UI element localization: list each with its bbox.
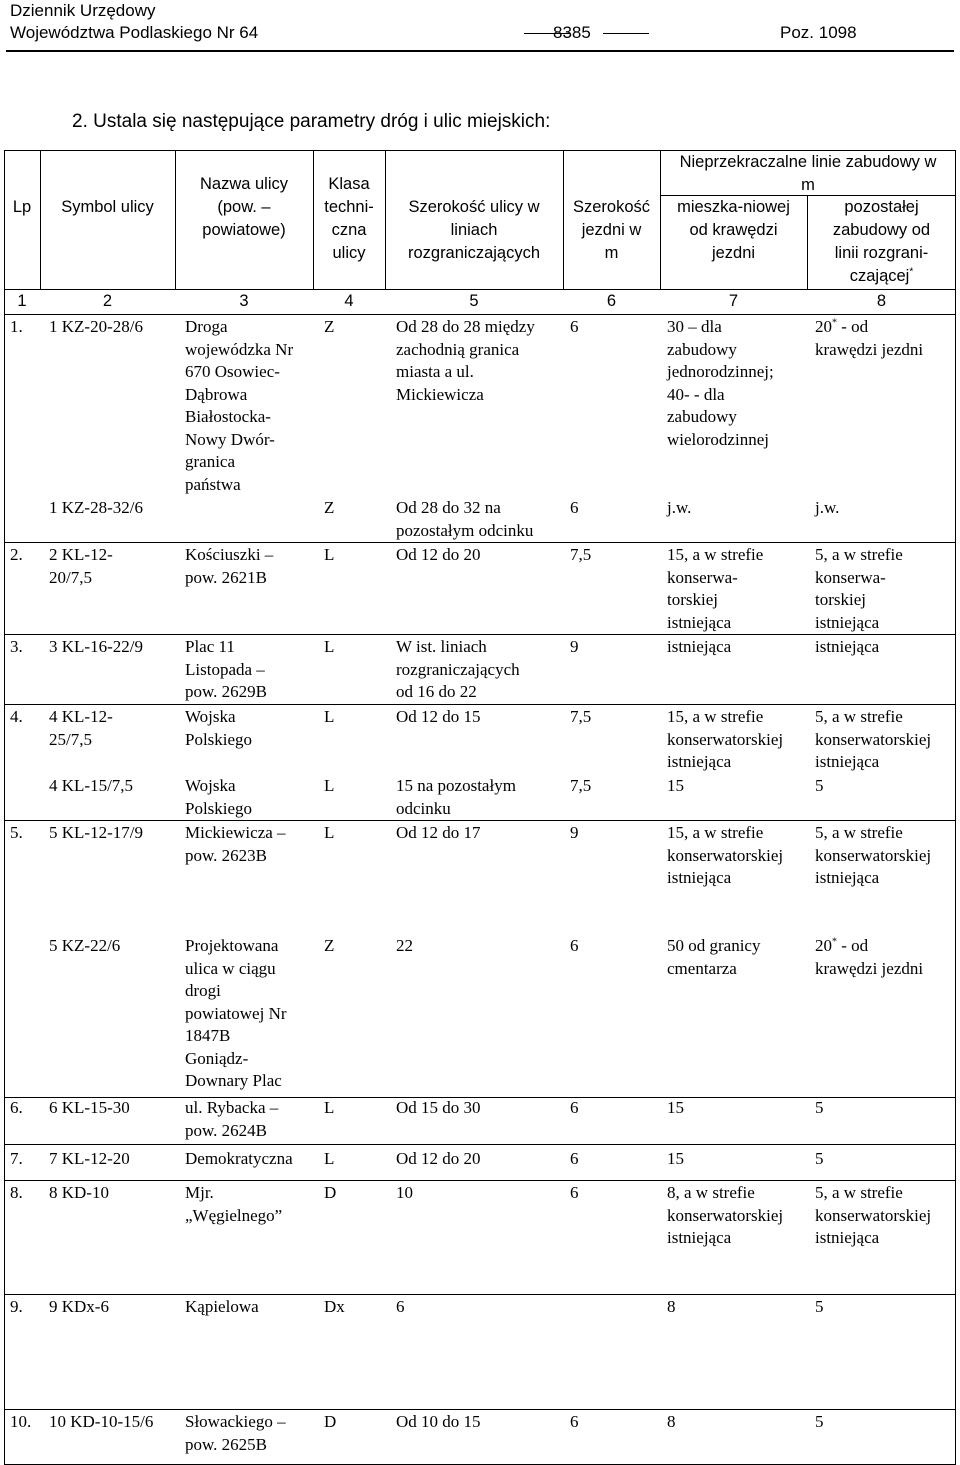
column-header-class: Klasa techni- czna ulicy <box>324 175 374 262</box>
cell-width: Od 15 do 30 <box>396 1098 481 1117</box>
voivodeship-issue: Województwa Podlaskiego Nr 64 <box>10 23 259 42</box>
cell-name: Projektowana ulica w ciągu drogi powiatowej Nr 1847B Goniądz- Downary Plac <box>185 936 287 1090</box>
cell-residential: 15 <box>667 1098 684 1117</box>
cell-road: 6 <box>570 1149 579 1168</box>
column-header-width-lines: Szerokość ulicy w liniach rozgraniczających <box>407 198 541 262</box>
cell-residential: 8 <box>667 1412 676 1431</box>
cell-class: Z <box>324 317 335 336</box>
cell-name: Mjr. „Węgielnego” <box>185 1183 283 1225</box>
cell-road: 9 <box>570 637 579 656</box>
footnote-mark: * <box>909 266 914 278</box>
page-number-dash-right <box>603 33 649 34</box>
column-number: 6 <box>606 292 617 310</box>
cell-width: Od 12 do 20 <box>396 1149 481 1168</box>
cell-width: Od 12 do 20 <box>396 545 481 564</box>
cell-other: 5 <box>815 776 824 795</box>
column-number: 1 <box>17 292 27 310</box>
cell-class: L <box>324 1149 335 1168</box>
cell-name: Mickiewicza – pow. 2623B <box>185 823 286 865</box>
cell-symbol: 2 KL-12- 20/7,5 <box>49 545 113 587</box>
cell-road: 6 <box>570 936 579 955</box>
cell-residential: 15, a w strefie konserwatorskiej istniejąca <box>667 823 784 887</box>
cell-width: 6 <box>396 1297 405 1316</box>
cell-width: 22 <box>396 936 413 955</box>
cell-residential: 15 <box>667 776 684 795</box>
footnote-mark: * <box>832 317 837 329</box>
column-header-symbol: Symbol ulicy <box>61 198 154 216</box>
cell-symbol: 9 KDx-6 <box>49 1297 109 1316</box>
cell-symbol: 4 KL-12- 25/7,5 <box>49 707 113 749</box>
cell-road: 6 <box>570 1412 579 1431</box>
cell-class: Z <box>324 498 335 517</box>
column-header-residential: mieszka-niowej od krawędzi jezdni <box>677 198 790 262</box>
cell-residential: istniejąca <box>667 637 732 656</box>
cell-other: 20* - od krawędzi jezdni <box>815 936 924 978</box>
cell-name: Wojska Polskiego <box>185 707 253 749</box>
journal-title: Dziennik Urzędowy <box>10 1 156 20</box>
cell-residential: 8, a w strefie konserwatorskiej istniejąca <box>667 1183 784 1247</box>
column-header-lp: Lp <box>12 198 32 216</box>
cell-width: Od 12 do 17 <box>396 823 481 842</box>
page-number: 8385 <box>553 23 591 42</box>
cell-lp: 8. <box>10 1183 23 1202</box>
cell-other: istniejąca <box>815 637 880 656</box>
cell-class: L <box>324 545 335 564</box>
column-number: 7 <box>728 292 739 310</box>
cell-residential: 30 – dla zabudowy jednorodzinnej; 40- - dla zabudowy wielorodzinnej <box>667 317 774 449</box>
cell-class: L <box>324 1098 335 1117</box>
cell-lp: 9. <box>10 1297 23 1316</box>
position-number: Poz. 1098 <box>780 23 857 42</box>
cell-width: 10 <box>396 1183 413 1202</box>
cell-class: Dx <box>324 1297 345 1316</box>
cell-name: Słowackiego – pow. 2625B <box>185 1412 286 1454</box>
cell-lp: 10. <box>10 1412 32 1431</box>
cell-residential: 8 <box>667 1297 676 1316</box>
cell-residential: j.w. <box>667 498 692 517</box>
cell-road: 6 <box>570 1098 579 1117</box>
cell-symbol: 8 KD-10 <box>49 1183 109 1202</box>
cell-width: W ist. liniach rozgraniczających od 16 do 22 <box>396 637 520 701</box>
column-number: 2 <box>102 292 113 310</box>
column-number: 3 <box>239 292 249 310</box>
cell-symbol: 7 KL-12-20 <box>49 1149 130 1168</box>
cell-class: D <box>324 1183 337 1202</box>
column-header-width-road: Szerokość jezdni w m <box>572 198 651 262</box>
cell-width: 15 na pozostałym odcinku <box>396 776 516 818</box>
cell-name: Wojska Polskiego <box>185 776 253 818</box>
cell-name: ul. Rybacka – pow. 2624B <box>185 1098 279 1140</box>
cell-road: 6 <box>570 498 579 517</box>
intro-paragraph: 2. Ustala się następujące parametry dróg i ulic miejskich: <box>72 111 551 132</box>
cell-name: Plac 11 Listopada – pow. 2629B <box>185 637 268 701</box>
cell-symbol: 5 KL-12-17/9 <box>49 823 143 842</box>
column-header-other: pozostałej zabudowy od linii rozgrani- czającej* <box>832 198 931 285</box>
cell-class: Z <box>324 936 335 955</box>
cell-road: 9 <box>570 823 579 842</box>
column-number: 4 <box>344 292 354 310</box>
cell-width: Od 10 do 15 <box>396 1412 481 1431</box>
cell-width: Od 28 do 32 na pozostałym odcinku <box>396 498 534 540</box>
cell-symbol: 4 KL-15/7,5 <box>49 776 134 795</box>
cell-lp: 1. <box>10 317 23 336</box>
column-header-name: Nazwa ulicy (pow. – powiatowe) <box>199 175 289 239</box>
cell-other: 5 <box>815 1098 824 1117</box>
cell-road: 6 <box>570 1183 579 1202</box>
cell-symbol: 5 KZ-22/6 <box>49 936 121 955</box>
cell-symbol: 3 KL-16-22/9 <box>49 637 143 656</box>
cell-class: L <box>324 776 335 795</box>
header-rule <box>6 50 954 52</box>
cell-name: Droga wojewódzka Nr 670 Osowiec- Dąbrowa Białostocka- Nowy Dwór- granica państwa <box>185 317 294 494</box>
cell-name: Kąpielowa <box>185 1297 259 1316</box>
cell-other: 5, a w strefie konserwatorskiej istniejąca <box>815 1183 932 1247</box>
cell-lp: 5. <box>10 823 23 842</box>
cell-lp: 4. <box>10 707 23 726</box>
cell-other: 5 <box>815 1412 824 1431</box>
cell-residential: 15, a w strefie konserwa- torskiej istniejąca <box>667 545 764 632</box>
cell-symbol: 1 KZ-20-28/6 <box>49 317 143 336</box>
cell-road: 6 <box>570 317 579 336</box>
cell-other: 5, a w strefie konserwa- torskiej istniejąca <box>815 545 903 632</box>
cell-symbol: 10 KD-10-15/6 <box>49 1412 154 1431</box>
cell-other: 5 <box>815 1149 824 1168</box>
cell-other: 20* - od krawędzi jezdni <box>815 317 924 359</box>
cell-symbol: 6 KL-15-30 <box>49 1098 130 1117</box>
cell-residential: 50 od granicy cmentarza <box>667 936 761 978</box>
cell-class: L <box>324 707 335 726</box>
cell-lp: 2. <box>10 545 23 564</box>
cell-name: Kościuszki – pow. 2621B <box>185 545 274 587</box>
cell-lp: 7. <box>10 1149 23 1168</box>
cell-road: 7,5 <box>570 776 592 795</box>
cell-road: 7,5 <box>570 545 592 564</box>
cell-width: Od 12 do 15 <box>396 707 481 726</box>
cell-width: Od 28 do 28 między zachodnią granica miasta a ul. Mickiewicza <box>396 317 535 404</box>
cell-class: D <box>324 1412 337 1431</box>
cell-other: 5 <box>815 1297 824 1316</box>
cell-symbol: 1 KZ-28-32/6 <box>49 498 143 517</box>
cell-road: 7,5 <box>570 707 592 726</box>
column-number: 8 <box>876 292 887 310</box>
cell-residential: 15 <box>667 1149 684 1168</box>
cell-lp: 3. <box>10 637 23 656</box>
column-header-building-lines: Nieprzekraczalne linie zabudowy w m <box>679 153 937 194</box>
footnote-mark: * <box>832 936 837 948</box>
column-number: 5 <box>469 292 479 310</box>
cell-class: L <box>324 823 335 842</box>
cell-other: 5, a w strefie konserwatorskiej istniejąca <box>815 707 932 771</box>
cell-lp: 6. <box>10 1098 23 1117</box>
cell-residential: 15, a w strefie konserwatorskiej istniejąca <box>667 707 784 771</box>
cell-name: Demokratyczna <box>185 1149 293 1168</box>
cell-other: 5, a w strefie konserwatorskiej istniejąca <box>815 823 932 887</box>
cell-other: j.w. <box>815 498 840 517</box>
cell-class: L <box>324 637 335 656</box>
